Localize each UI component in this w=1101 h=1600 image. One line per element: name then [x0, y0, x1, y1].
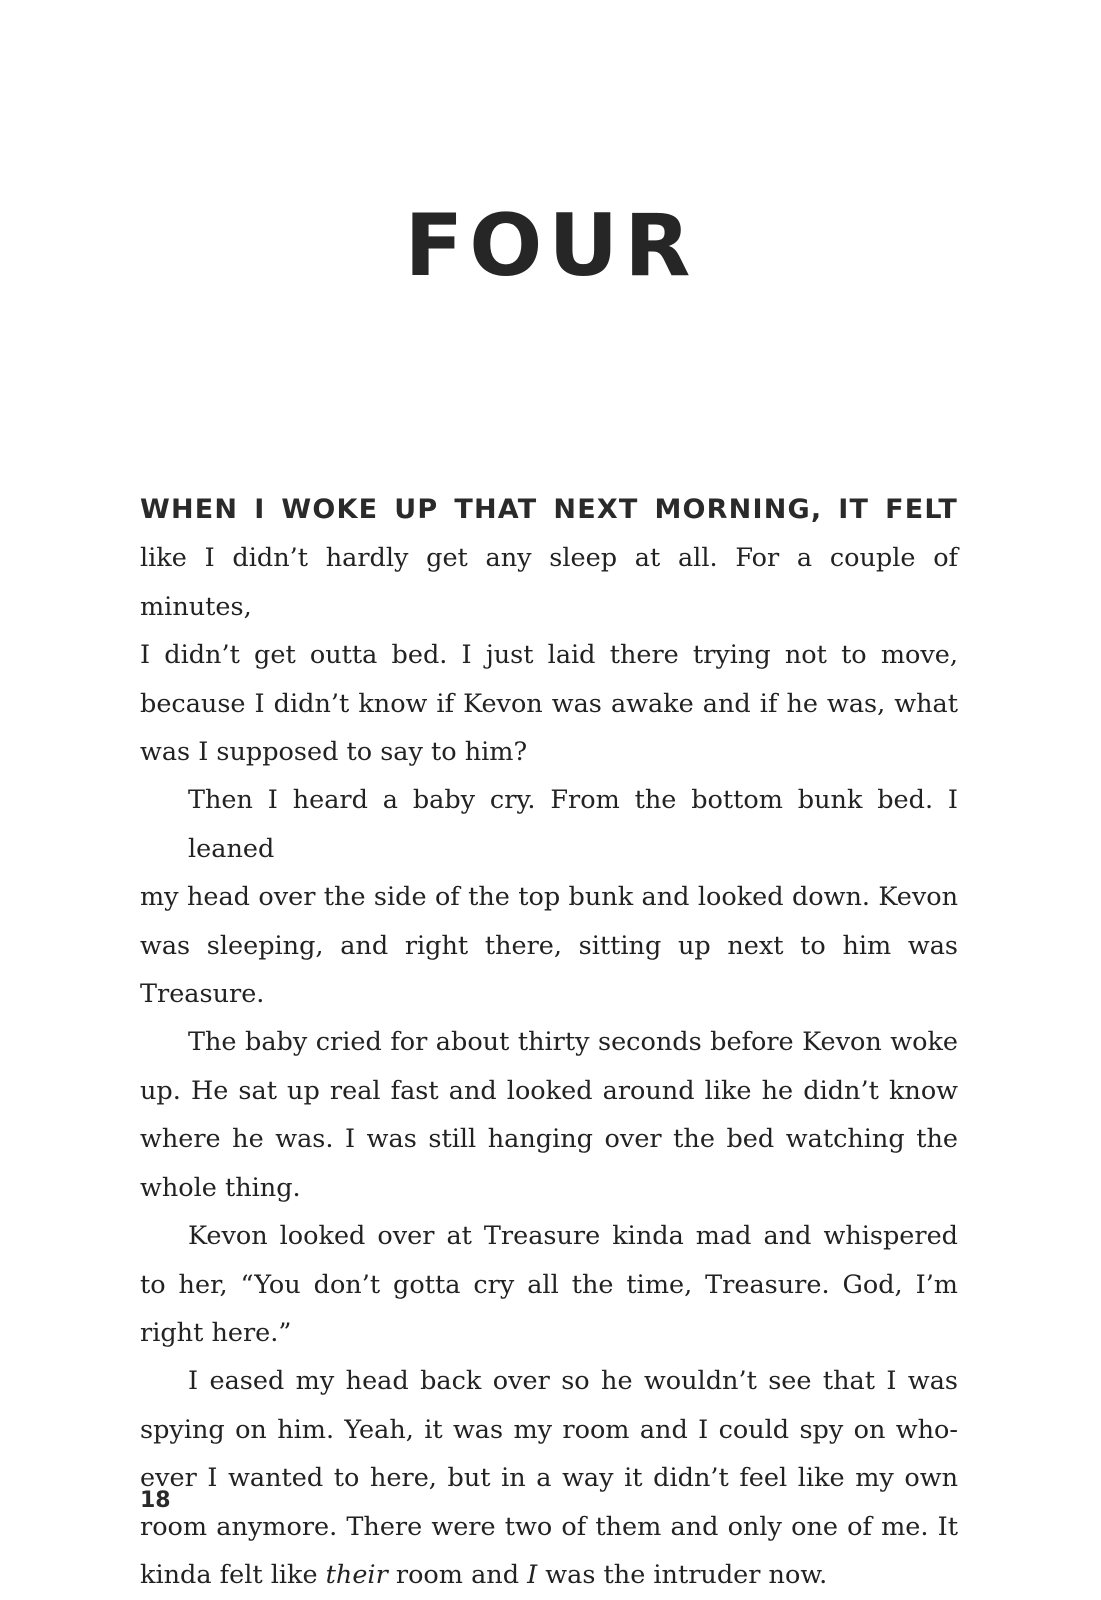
text-line: The baby cried for about thirty seconds before Kevon woke [188, 1027, 958, 1058]
chapter-title: FOUR [404, 196, 697, 296]
text-line: up. He sat up real fast and looked around like he didn’t know [140, 1075, 958, 1106]
text-line: whole thing. [140, 1172, 301, 1203]
text-line [140, 1551, 958, 1599]
paragraph-5 [140, 1357, 958, 1599]
emphasis-i: I [527, 1559, 538, 1590]
text-line: like I didn’t hardly get any sleep at all. For a couple of minutes, [140, 543, 958, 622]
opening-line [140, 486, 958, 534]
lead-in-caps: WHEN I WOKE UP THAT NEXT MORNING, IT FELT [140, 494, 958, 525]
text-line: I eased my head back over so he wouldn’t see that I was [188, 1366, 958, 1397]
text-line: my head over the side of the top bunk and looked down. Kevon [140, 882, 958, 913]
text-line: because I didn’t know if Kevon was awake and if he was, what [140, 688, 958, 719]
text-line: Kevon looked over at Treasure kinda mad and whispered [188, 1221, 958, 1252]
text-line: I didn’t get outta bed. I just laid there trying not to move, [140, 640, 958, 671]
text-fragment: kinda felt like [140, 1559, 326, 1590]
text-line: spying on him. Yeah, it was my room and I could spy on who- [140, 1414, 958, 1445]
page-number: 18 [140, 1488, 171, 1513]
emphasis-their: their [325, 1559, 388, 1590]
text-line: was I supposed to say to him? [140, 737, 528, 768]
text-line: to her, “You don’t gotta cry all the time, Treasure. God, I’m [140, 1269, 958, 1300]
text-line: where he was. I was still hanging over the bed watching the [140, 1124, 958, 1155]
text-line: room anymore. There were two of them and only one of me. It [140, 1511, 958, 1542]
text-line: ever I wanted to here, but in a way it didn’t feel like my own [140, 1463, 958, 1494]
paragraph-1 [140, 486, 958, 776]
text-fragment: was the intruder now. [537, 1559, 828, 1590]
paragraph-3 [140, 1018, 958, 1212]
text-fragment: room and [387, 1559, 528, 1590]
paragraph-2 [140, 776, 958, 1018]
paragraph-4 [140, 1212, 958, 1357]
text-line: Then I heard a baby cry. From the bottom bunk bed. I leaned [188, 785, 958, 864]
text-line: right here.” [140, 1317, 292, 1348]
chapter-body [140, 486, 958, 1599]
text-line: was sleeping, and right there, sitting up next to him was Treasure. [140, 930, 958, 1010]
